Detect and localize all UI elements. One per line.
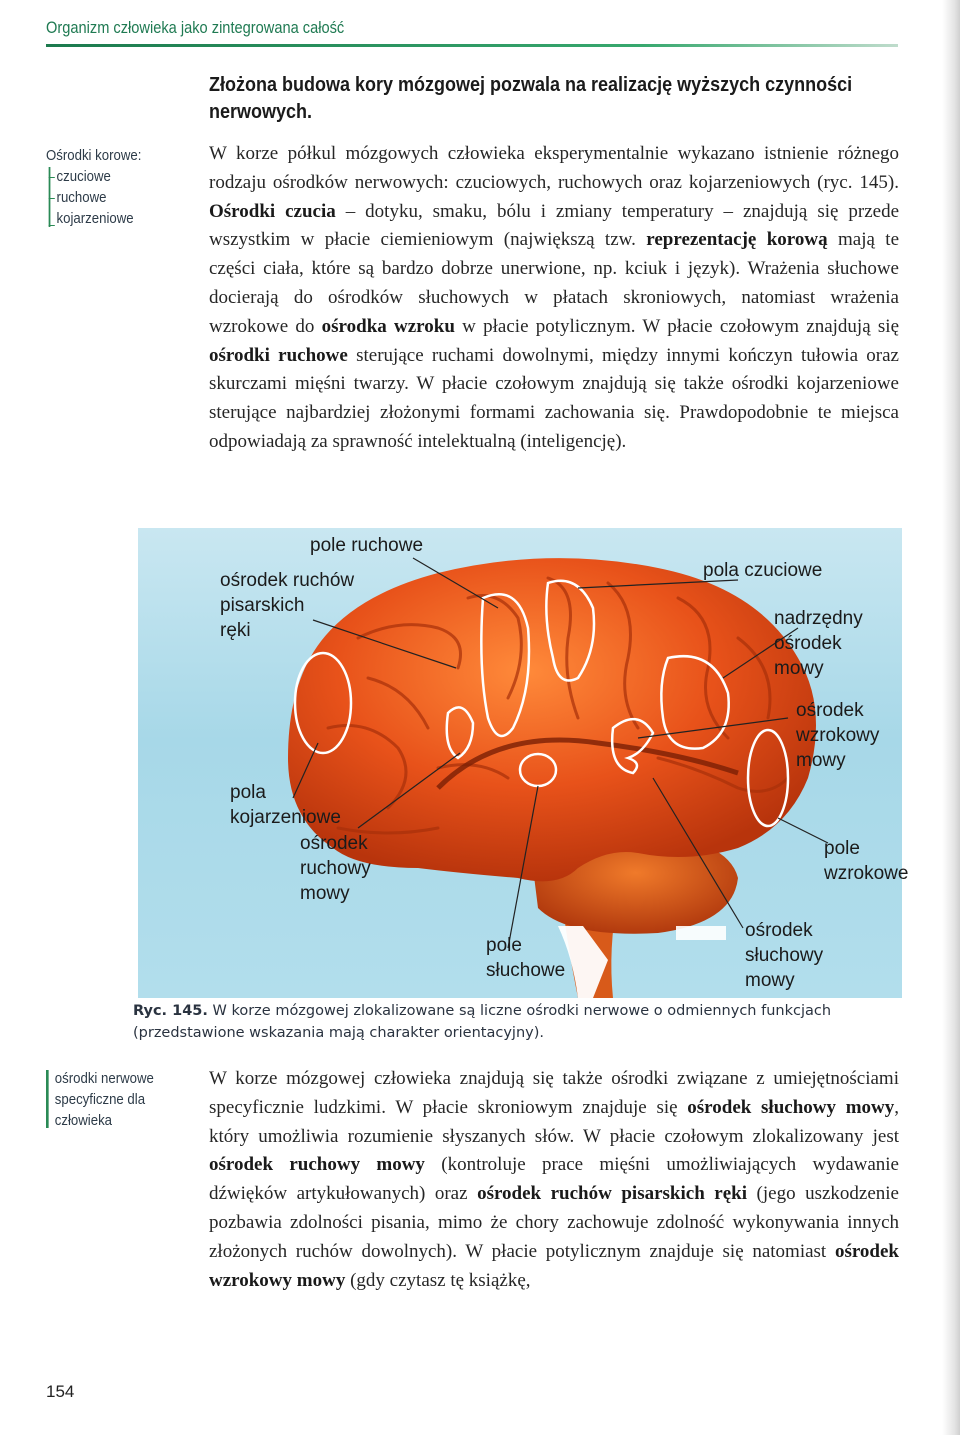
text-run: (gdy czytasz tę książkę, bbox=[345, 1269, 531, 1291]
text-run: , który umożliwia rozumienie słyszanych słów. W płacie czołowym zlokalizowany jest bbox=[209, 1096, 900, 1147]
label-line: pole bbox=[824, 838, 860, 859]
artifact-mask bbox=[676, 926, 726, 940]
brain-figure bbox=[138, 528, 909, 998]
margin-note-item: czuciowe bbox=[56, 168, 111, 185]
label-pole-wzrokowe bbox=[824, 836, 908, 886]
bold-term: Ośrodki czucia bbox=[209, 200, 336, 222]
margin-note-line: specyficzne dla bbox=[54, 1091, 146, 1108]
caption-number: Ryc. 145. bbox=[133, 1003, 208, 1019]
header-rule bbox=[46, 44, 898, 47]
label-line: mowy bbox=[774, 658, 824, 679]
text-run: W korze mózgowej człowieka znajdują się także ośrodki związane z umiejętnościami specyficznie ludzkimi. W płacie skroniowym znajduje się bbox=[209, 1068, 899, 1118]
label-line: słuchowe bbox=[486, 960, 566, 981]
label-osrodek-wzrokowy-mowy bbox=[796, 698, 879, 773]
label-line: ośrodek bbox=[796, 700, 864, 721]
margin-note-title: Ośrodki korowe: bbox=[46, 147, 142, 164]
text-run: (jego uszkodzenie pozbawia zdolności pisania, mimo że chory zachowuje zdolność wykonywania innych złożonych ruchów dowolnych). W płacie potylicznym znajduje się natomiast bbox=[209, 1183, 899, 1262]
label-line: pola bbox=[230, 782, 266, 803]
label-line: mowy bbox=[796, 750, 846, 771]
bold-term: ośrodek wzrokowy mowy bbox=[209, 1240, 899, 1291]
bold-term: ośrodek słuchowy mowy bbox=[687, 1096, 895, 1118]
caption-text: W korze mózgowej zlokalizowane są liczne ośrodki nerwowe o odmiennych funkcjach (przedstawione wskazania mają charakter orientacyjny). bbox=[133, 1003, 832, 1041]
figure-caption bbox=[133, 1000, 903, 1044]
label-line: pole bbox=[486, 935, 522, 956]
label-line: kojarzeniowe bbox=[230, 807, 341, 828]
lead-sentence: Złożona budowa kory mózgowej pozwala na realizację wyższych czynności nerwowych. bbox=[209, 74, 853, 123]
label-osrodek-sluchowy-mowy bbox=[745, 918, 823, 993]
margin-note-line: człowieka bbox=[54, 1112, 113, 1129]
label-line: wzrokowy bbox=[796, 725, 880, 746]
label-line: mowy bbox=[745, 970, 795, 991]
label-line: pisarskich bbox=[220, 595, 305, 616]
label-pola-kojarzeniowe bbox=[230, 780, 341, 830]
label-line: ośrodek bbox=[300, 833, 368, 854]
text-run: sterujące ruchami dowolnymi, między innymi kończyn tułowia oraz skurczami mięśni twarzy. W płacie czołowym znajdują się także ośrodki kojarzeniowe sterujące najbardziej złożonymi formami zachowania się. Prawdopodobnie te miejsca odpowiadają za sprawność intelektualną (inteligencję). bbox=[209, 344, 899, 452]
label-line: słuchowy bbox=[745, 945, 824, 966]
label-pole-sluchowe bbox=[486, 933, 565, 983]
label-pole-ruchowe: pole ruchowe bbox=[310, 535, 424, 556]
bold-term: ośrodki ruchowe bbox=[209, 344, 348, 366]
label-line: ręki bbox=[220, 620, 251, 641]
margin-note-cortical-centers bbox=[46, 145, 141, 229]
margin-note-line: ośrodki nerwowe bbox=[54, 1070, 154, 1087]
margin-note-human-specific bbox=[46, 1068, 154, 1131]
page-edge-shadow bbox=[942, 0, 960, 1435]
text-run: – dotyku, smaku, bólu i zmiany temperatury – znajdują się przede wszystkim w płacie ciemieniowym (największą tzw. bbox=[209, 200, 899, 251]
label-osrodek-ruchowy-mowy bbox=[300, 831, 371, 906]
bold-term: ośrodek ruchów pisarskich ręki bbox=[477, 1183, 748, 1205]
running-head: Organizm człowieka jako zintegrowana całość bbox=[46, 18, 345, 37]
text-run: W korze półkul mózgowych człowieka eksperymentalnie wykazano istnienie różnego rodzaju ośrodków nerwowych: czuciowych, ruchowych oraz kojarzeniowych (ryc. 145). bbox=[209, 143, 899, 193]
label-pola-czuciowe: pola czuciowe bbox=[703, 560, 823, 581]
text-run: (kontroluje prace mięśni umożliwiających wydawanie dźwięków artykułowanych) oraz bbox=[209, 1154, 899, 1205]
paragraph-speech-centers bbox=[209, 1065, 899, 1295]
bold-term: ośrodka wzroku bbox=[321, 315, 455, 337]
label-line: nadrzędny bbox=[774, 608, 863, 629]
page-number: 154 bbox=[46, 1382, 75, 1401]
margin-note-item: ruchowe bbox=[56, 189, 107, 206]
label-line: wzrokowe bbox=[824, 863, 909, 884]
label-line: ośrodek bbox=[774, 633, 842, 654]
label-line: ruchowy bbox=[300, 858, 371, 879]
label-nadrzedny-osrodek-mowy bbox=[774, 606, 863, 681]
label-line: mowy bbox=[300, 883, 350, 904]
margin-note-bar bbox=[46, 1070, 49, 1128]
label-osrodek-ruchow-pisarskich bbox=[220, 568, 354, 643]
label-line: ośrodek ruchów bbox=[220, 570, 355, 591]
bold-term: ośrodek ruchowy mowy bbox=[209, 1154, 425, 1176]
text-run: mają te części ciała, które są bardzo dobrze unerwione, np. kciuk i język). Wrażenia słuchowe docierają do ośrodków słuchowych w płatach skroniowych, natomiast wrażenia wzrokowe do bbox=[209, 229, 899, 337]
label-line: ośrodek bbox=[745, 920, 813, 941]
margin-note-item: kojarzeniowe bbox=[56, 210, 134, 227]
paragraph-cortical-centers bbox=[209, 140, 899, 457]
text-run: w płacie potylicznym. W płacie czołowym znajdują się bbox=[454, 315, 899, 337]
bold-term: reprezentację korową bbox=[646, 229, 828, 251]
